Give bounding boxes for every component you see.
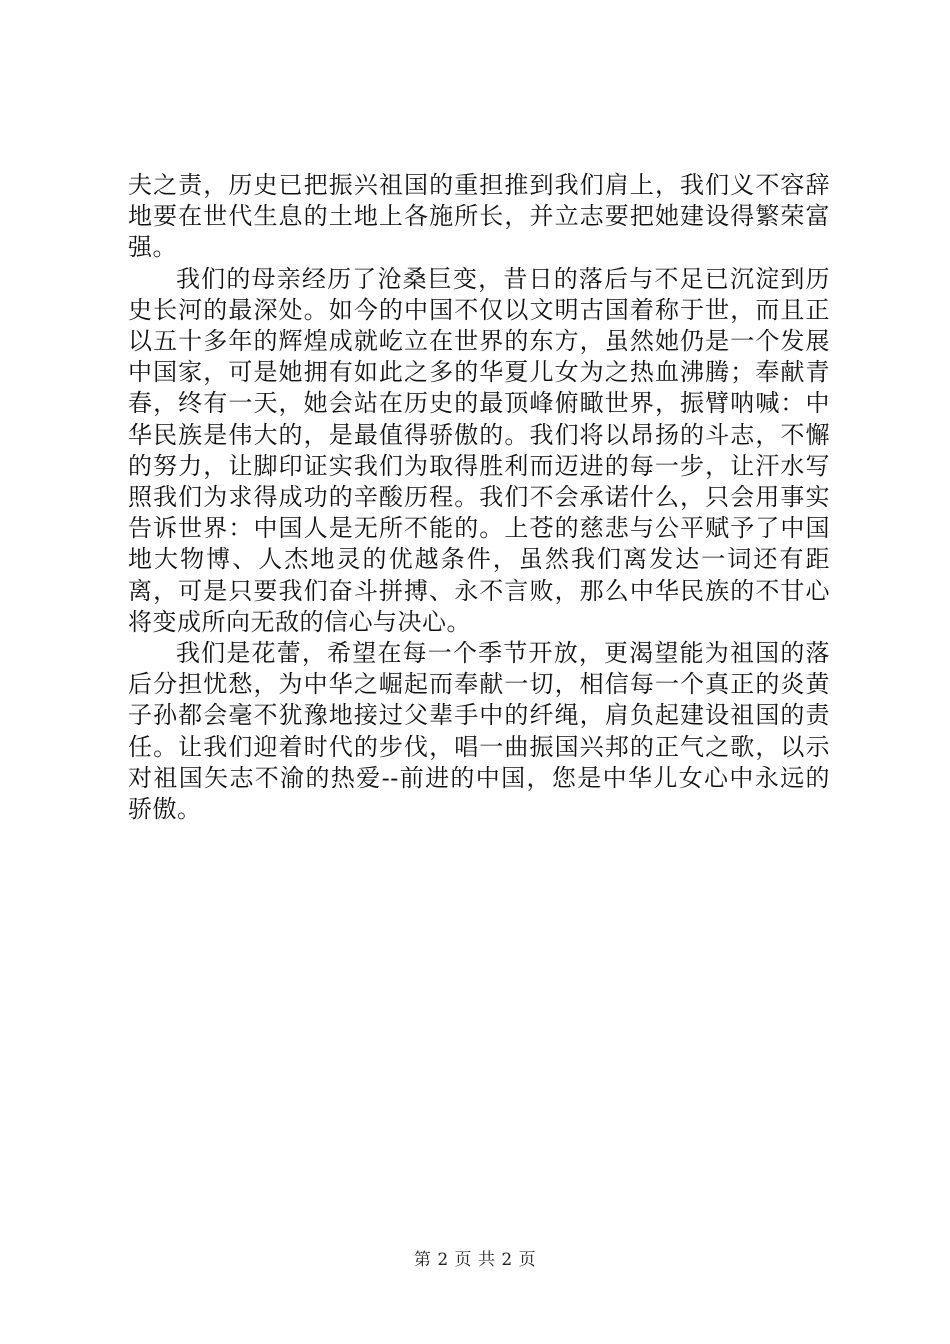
document-body [128,170,830,825]
page-number-footer: 第 2 页 共 2 页 [413,1250,537,1270]
paragraph-continuation: 夫之责，历史已把振兴祖国的重担推到我们肩上，我们义不容辞地要在世代生息的土地上各施所长，并立志要把她建设得繁荣富强。 [128,171,830,262]
paragraph: 我们是花蕾，希望在每一个季节开放，更渴望能为祖国的落后分担忧愁，为中华之崛起而奉献一切，相信每一个真正的炎黄子孙都会毫不犹豫地接过父辈手中的纤绳，肩负起建设祖国的责任。让我们迎着时代的步伐，唱一曲振国兴邦的正气之歌，以示对祖国矢志不渝的热爱--前进的中国，您是中华儿女心中永远的骄傲。 [128,639,830,824]
paragraph: 我们的母亲经历了沧桑巨变，昔日的落后与不足已沉淀到历史长河的最深处。如今的中国不仅以文明古国着称于世，而且正以五十多年的辉煌成就屹立在世界的东方，虽然她仍是一个发展中国家，可是她拥有如此之多的华夏儿女为之热血沸腾；奉献青春，终有一天，她会站在历史的最顶峰俯瞰世界，振臂呐喊：中华民族是伟大的，是最值得骄傲的。我们将以昂扬的斗志，不懈的努力，让脚印证实我们为取得胜利而迈进的每一步，让汗水写照我们为求得成功的辛酸历程。我们不会承诺什么，只会用事实告诉世界：中国人是无所不能的。上苍的慈悲与公平赋予了中国地大物博、人杰地灵的优越条件，虽然我们离发达一词还有距离，可是只要我们奋斗拼搏、永不言败，那么中华民族的不甘心将变成所向无敌的信心与决心。 [128,264,830,636]
